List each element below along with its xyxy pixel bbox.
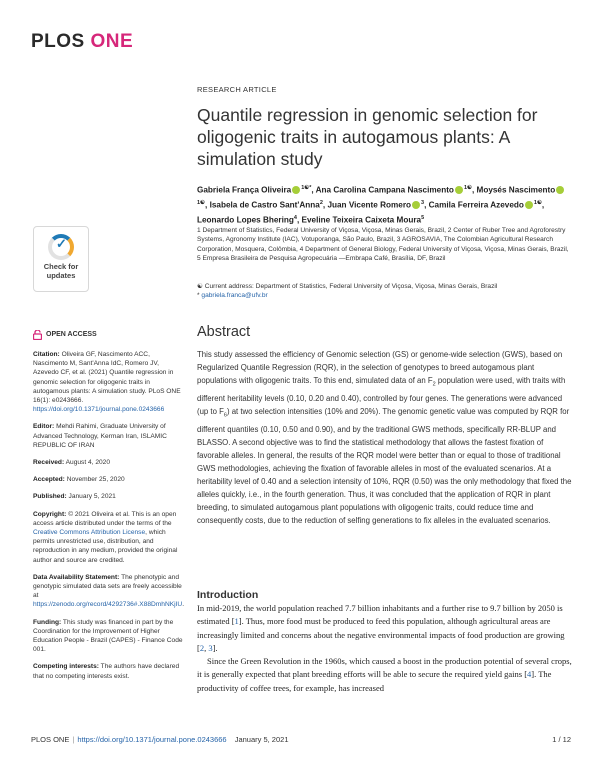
- author-name[interactable]: Leonardo Lopes Bhering: [197, 216, 294, 226]
- reference-link[interactable]: 3: [208, 642, 213, 653]
- author-affiliation-marker: 1☯: [197, 200, 205, 207]
- reference-link[interactable]: 1: [234, 616, 239, 627]
- competing-interests-block: Competing interests: The authors have declared that no competing interests exist.: [33, 663, 180, 680]
- author-list: Gabriela França Oliveira $^{1☯*}$, Ana Carolina Campana Nascimento $^{1☯}$, Moysés Nascimento$^{1☯}$, Isabela de Castro Sant'Anna$^2$, Juan Vicente Romero $^3$, Camila Ferreira Azevedo $^{1☯}$, Leonardo Lopes Bhering$^4$, Eveline Teixeira Caixeta Moura$^5$: [197, 182, 572, 228]
- footer-journal: PLOS ONE: [31, 735, 70, 744]
- introduction-heading: Introduction: [197, 589, 259, 601]
- author-affiliation-marker: 5: [421, 215, 425, 222]
- author-affiliation-marker: 1☯*: [301, 185, 312, 191]
- author-name[interactable]: Juan Vicente Romero: [327, 200, 412, 210]
- author-affiliation-marker: 1☯: [533, 200, 542, 207]
- author-name[interactable]: Eveline Teixeira Caixeta Moura: [301, 216, 422, 226]
- check-updates-line1: Check for: [43, 262, 79, 271]
- orcid-icon[interactable]: [525, 201, 533, 209]
- affiliations: 1 Department of Statistics, Federal University of Viçosa, Viçosa, Minas Gerais, Brazil, 2 Center of Ruber Tree and Agroforestry Systems, Agronomy Institute (IAC), Votuporanga, São Paulo, Brazil, 3 AGROSAVIA, The Colombian Agricultural Research Corporation, Mosquera, Colômbia, 4 Department of General Biology, Federal University of Viçosa, Viçosa, Minas Gerais, Brazil, 5 Empresa Brasileira de Pesquisa Agropecuária —Embrapa Café, Brasília, DF, Brazil: [197, 227, 569, 262]
- author-affiliation-marker: 4: [293, 215, 297, 222]
- funding-block: Funding: This study was financed in part by the Coordination for the Improvement of Higher Education People - Brazil (CAPES) - Finance Code 001.: [33, 618, 183, 654]
- data-link[interactable]: https://zenodo.org/record/4292736#.X88DmhNKjIU: [33, 601, 183, 609]
- page-number: 1 / 12: [552, 735, 571, 744]
- article-sidebar: [33, 330, 183, 689]
- author-name[interactable]: Isabela de Castro Sant'Anna: [209, 200, 320, 210]
- author-name[interactable]: Camila Ferreira Azevedo: [428, 200, 524, 210]
- intro-paragraph: Since the Green Revolution in the 1960s, which caused a boost in the production potential of several crops, it is generally expected that plant breeding efforts will be able to secure the required yield gains [4]. The productivity of coffee trees, for example, has increased: [197, 656, 572, 693]
- introduction-text: [197, 602, 572, 695]
- orcid-icon[interactable]: [455, 186, 463, 194]
- author-affiliation-marker: 2: [319, 200, 323, 207]
- check-updates-line2: updates: [46, 270, 76, 280]
- author-name[interactable]: Moysés Nascimento: [476, 185, 556, 195]
- author-name[interactable]: Ana Carolina Campana Nascimento: [315, 185, 454, 195]
- copyright-block: Copyright: © 2021 Oliveira et al. This is an open access article distributed under the terms of the Creative Commons Attribution License, which permits unrestricted use, distribution, and reproduction in any medium, provided the original author and source are credited.: [33, 510, 178, 564]
- editor-block: Editor: Mehdi Rahimi, Graduate University of Advanced Technology, Kerman Iran, ISLAMIC REPUBLIC OF IRAN: [33, 423, 167, 449]
- reference-link[interactable]: 2: [199, 642, 205, 653]
- author-affiliation-marker: 3: [421, 200, 425, 207]
- current-address: [197, 282, 572, 301]
- data-availability-block: Data Availability Statement: The phenotypic and genotypic simulated data sets are freely accessible at https://zenodo.org/record/4292736#.X88DmhNKjIU.: [33, 573, 185, 609]
- footer-doi-link[interactable]: https://doi.org/10.1371/journal.pone.0243666: [77, 735, 227, 744]
- orcid-icon[interactable]: [556, 186, 564, 194]
- page-footer: [31, 735, 571, 744]
- journal-logo: PLOS ONE: [31, 31, 134, 52]
- license-link[interactable]: Creative Commons Attribution License: [33, 529, 146, 537]
- abstract-text: This study assessed the efficiency of Genomic selection (GS) or genome-wide selection (GWS), based on Regularized Quantile Regression (RQR), in the selection of genotypes to breed autogamous plant populations with oligogenic traits. To this end, simulated data of an $F_2$ population were used, with traits with different heritability levels (0.10, 0.20 and 0.40), controlled by four genes. The generations were advanced (up to $F_6$) at two selection intensities (10% and 20%). The genomic genetic value was computed by RQR for different quantiles (0.10, 0.50 and 0.90), and by the traditional GWS methods, specifically RR-BLUP and BLASSO. A second objective was to find the statistical methodology that allows the fastest fixation of favorable alleles. In general, the results of the RQR model were better than or equal to those of traditional GWS methodologies, achieving the fixation of favorable alleles in most of the evaluated scenarios. At a heritability level of 0.40 and a selection intensity of 10%, RQR (0.50) was the only methodology that fixed the alleles quickly, i.e., in the fourth generation. Thus, it was concluded that the application of RQR in plant breeding, to simulated autogamous plant populations with oligogenic traits, could reduce time and consequently costs, due to the reduction of selfing generations to fix alleles in the evaluated scenarios.: [197, 350, 572, 526]
- article-title: Quantile regression in genomic selection for oligogenic traits in autogamous plants: A simulation study: [197, 105, 538, 169]
- abstract-heading: Abstract: [197, 324, 251, 340]
- received-block: Received: August 4, 2020: [33, 459, 110, 467]
- open-access: OPEN ACCESS: [33, 330, 183, 340]
- corresponding-email[interactable]: * gabriela.franca@ufv.br: [197, 292, 268, 300]
- check-updates-icon: ✓: [48, 234, 74, 260]
- footer-date: January 5, 2021: [234, 735, 289, 744]
- orcid-icon[interactable]: [412, 201, 420, 209]
- current-address-text: ☯ Current address: Department of Statistics, Federal University of Viçosa, Viçosa, Minas Gerais, Brazil: [197, 283, 498, 290]
- citation-block: Citation: Oliveira GF, Nascimento ACC, Nascimento M, Sant'Anna IdC, Romero JV, Azevedo CF, et al. (2021) Quantile regression in genomic selection for oligogenic traits in autogamous plants: A simulation study. PLoS ONE 16(1): e0243666. https://doi.org/10.1371/journal.pone.0243666: [33, 351, 181, 414]
- article-type: RESEARCH ARTICLE: [197, 85, 277, 94]
- published-block: Published: January 5, 2021: [33, 493, 116, 501]
- footer-left: PLOS ONE | https://doi.org/10.1371/journal.pone.0243666 January 5, 2021: [31, 735, 289, 744]
- check-for-updates-badge[interactable]: [33, 226, 89, 292]
- intro-paragraph: In mid-2019, the world population reached 7.7 billion inhabitants and a further rise to 9.7 billion by 2050 is estimated [1]. Thus, more food must be produced to feed this population, although agricultural areas are increasingly limited and concerns about the negative environmental impacts of food production are growing [2, 3].: [197, 603, 565, 653]
- accepted-block: Accepted: November 25, 2020: [33, 476, 125, 484]
- open-lock-icon: [33, 330, 42, 340]
- citation-doi-link[interactable]: https://doi.org/10.1371/journal.pone.0243666: [33, 406, 165, 414]
- orcid-icon[interactable]: [292, 186, 300, 194]
- author-affiliation-marker: 1☯: [463, 185, 472, 191]
- author-name[interactable]: Gabriela França Oliveira: [197, 185, 292, 195]
- reference-link[interactable]: 4: [527, 669, 532, 680]
